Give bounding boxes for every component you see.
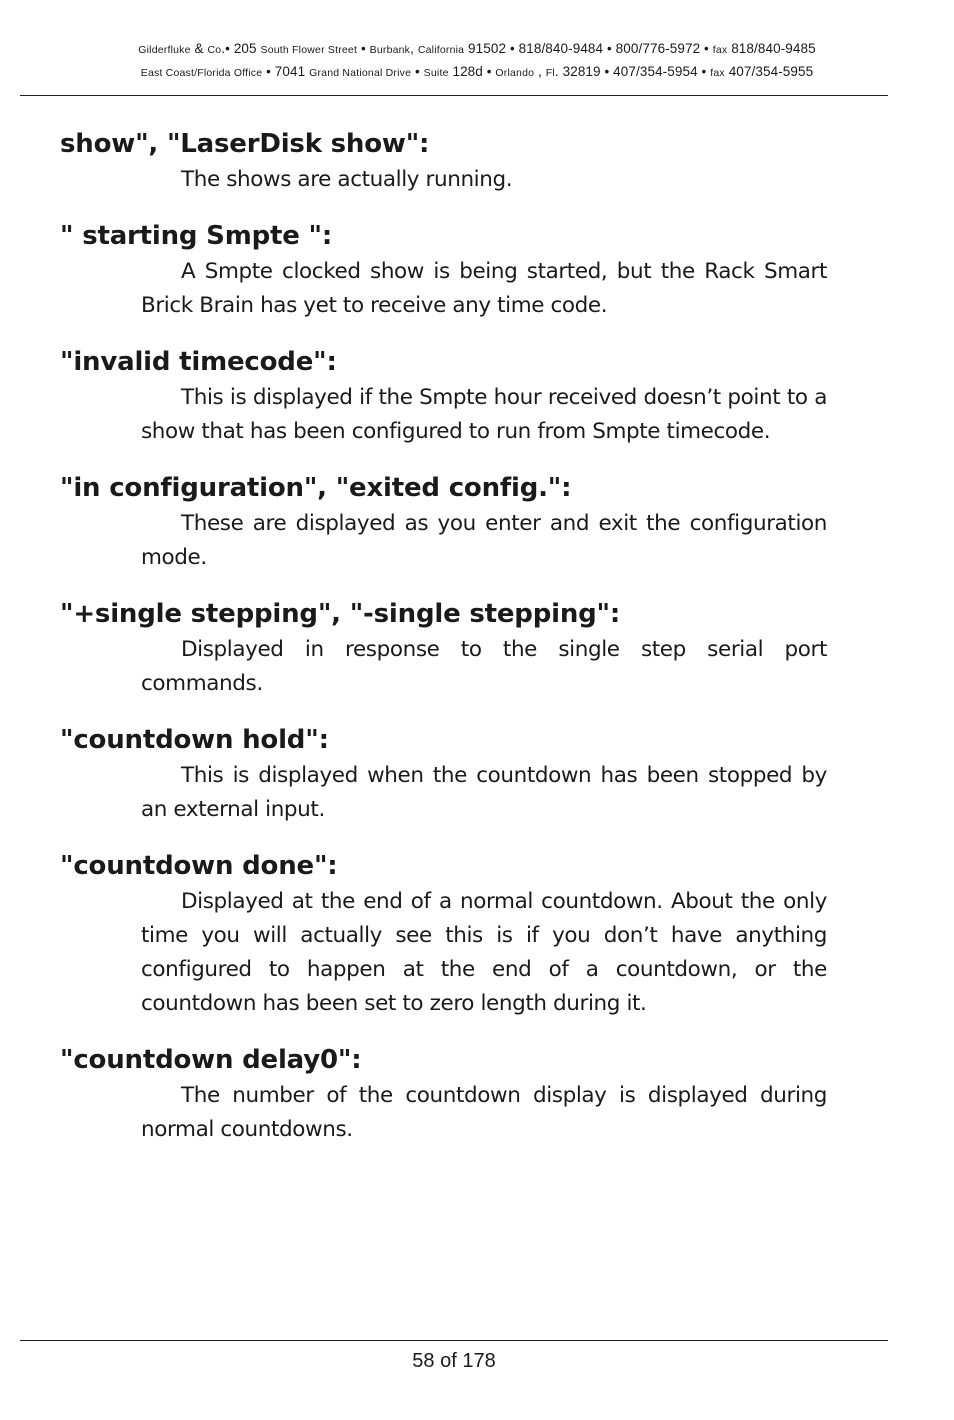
entry-description: This is displayed when the countdown has been stopped by an external input. (141, 763, 827, 822)
entry-title: "countdown delay0": (60, 1045, 362, 1075)
header-text: Orlando (495, 67, 535, 79)
header-text: South Flower Street (260, 44, 358, 56)
message-entry (60, 125, 827, 197)
entry-description: Displayed in response to the single step serial port commands. (141, 637, 827, 696)
header-text: fax (710, 67, 725, 79)
entry-title: "countdown done": (60, 851, 338, 881)
page-number: 58 of 178 (412, 1350, 496, 1372)
header-text: .• 205 (221, 41, 261, 56)
message-entry (60, 217, 827, 323)
header-text: . 32819 • 407/354-5954 • (554, 64, 711, 79)
header-text: , (410, 41, 418, 56)
entry-title: "invalid timecode": (60, 347, 337, 377)
header-text: Grand National Drive (309, 67, 412, 79)
header-text: California (417, 44, 465, 56)
header-text: Fl (545, 67, 555, 79)
entry-title: show", "LaserDisk show": (60, 129, 430, 159)
header-text: fax (712, 44, 728, 56)
entry-description: These are displayed as you enter and exit the configuration mode. (141, 511, 827, 570)
message-entry (60, 469, 827, 575)
header-text: 407/354-5955 (724, 64, 814, 79)
header-text: • (411, 64, 424, 79)
entry-description: The number of the countdown display is displayed during normal countdowns. (141, 1083, 827, 1142)
header-text: 128d • (448, 64, 496, 79)
entry-description: The shows are actually running. (181, 167, 513, 192)
header-divider (20, 95, 888, 96)
entry-title: "+single stepping", "-single stepping": (60, 599, 621, 629)
message-entry (60, 343, 827, 449)
header-text: Burbank (369, 44, 411, 56)
header-text: Suite (423, 67, 449, 79)
header-text: East Coast/Florida Office (140, 67, 263, 79)
header-text: • (357, 41, 370, 56)
entry-description: Displayed at the end of a normal countdown. About the only time you will actually see this is if you don’t have anything configured to happen at the end of a countdown, or the countdown has been set to zero length during it. (141, 889, 827, 1016)
header-text: Gilderfluke (138, 44, 191, 56)
entry-title: "countdown hold": (60, 725, 329, 755)
header-address-line-1 (0, 38, 954, 61)
message-entry (60, 1041, 827, 1147)
footer-divider (20, 1340, 888, 1341)
entry-title: " starting Smpte ": (60, 221, 333, 251)
header-text: & (190, 41, 208, 56)
header-address-line-2 (0, 61, 954, 84)
header-text: • 7041 (262, 64, 310, 79)
header-text: 91502 • 818/840-9484 • 800/776-5972 • (464, 41, 713, 56)
message-entry (60, 595, 827, 701)
header-text: Co (207, 44, 222, 56)
header-text: , (534, 64, 546, 79)
message-entry (60, 847, 827, 1021)
entry-description: A Smpte clocked show is being started, but the Rack Smart Brick Brain has yet to receive any time code. (141, 259, 827, 318)
header-text: 818/840-9485 (727, 41, 816, 56)
entry-title: "in configuration", "exited config.": (60, 473, 572, 503)
message-entry (60, 721, 827, 827)
page-header (0, 38, 954, 84)
entry-description: This is displayed if the Smpte hour received doesn’t point to a show that has been configured to run from Smpte timecode. (141, 385, 827, 444)
document-body (60, 125, 827, 1167)
